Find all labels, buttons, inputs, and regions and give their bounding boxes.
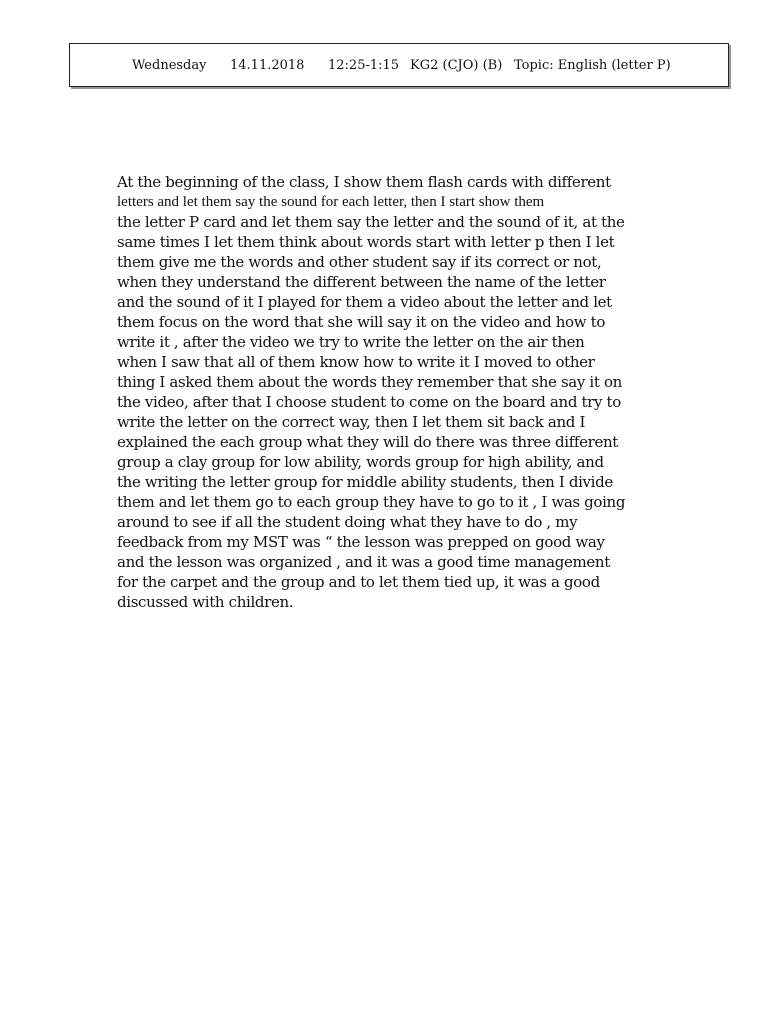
header-time: 12:25-1:15 [328, 58, 400, 73]
paragraph-line: feedback from my MST was “ the lesson was prepped on good way [117, 533, 605, 551]
paragraph-line: explained the each group what they will do there was three different [117, 433, 618, 451]
reflection-paragraph [117, 172, 657, 612]
paragraph-line: and the sound of it I played for them a video about the letter and let [117, 293, 612, 311]
paragraph-line: the letter P card and let them say the letter and the sound of it, at the [117, 213, 625, 231]
header-topic: Topic: English (letter P) [514, 58, 671, 73]
paragraph-line: the writing the letter group for middle ability students, then I divide [117, 473, 613, 491]
paragraph-line: when I saw that all of them know how to write it I moved to other [117, 353, 595, 371]
paragraph-line: same times I let them think about words start with letter p then I let [117, 233, 615, 251]
paragraph-line: write it , after the video we try to write the letter on the air then [117, 333, 585, 351]
header-date: 14.11.2018 [230, 58, 305, 73]
paragraph-line: thing I asked them about the words they remember that she say it on [117, 373, 622, 391]
paragraph-line: them focus on the word that she will say it on the video and how to [117, 313, 606, 331]
paragraph-line: them and let them go to each group they have to go to it , I was going [117, 493, 626, 511]
paragraph-line: group a clay group for low ability, words group for high ability, and [117, 453, 604, 471]
paragraph-line: around to see if all the student doing what they have to do , my [117, 513, 578, 531]
paragraph-line: write the letter on the correct way, then I let them sit back and I [117, 413, 586, 431]
header-day: Wednesday [132, 58, 207, 73]
header-class: KG2 (CJO) (B) [410, 58, 503, 73]
paragraph-line: At the beginning of the class, I show them flash cards with different [117, 173, 611, 191]
header-box [69, 43, 729, 87]
paragraph-line: for the carpet and the group and to let them tied up, it was a good [117, 573, 600, 591]
paragraph-line: when they understand the different between the name of the letter [117, 273, 606, 291]
paragraph-line: letters and let them say the sound for each letter, then I start show them [117, 194, 545, 210]
paragraph-line: them give me the words and other student say if its correct or not, [117, 253, 602, 271]
paragraph-line: discussed with children. [117, 593, 294, 611]
paragraph-line: and the lesson was organized , and it was a good time management [117, 553, 610, 571]
paragraph-line: the video, after that I choose student to come on the board and try to [117, 393, 621, 411]
